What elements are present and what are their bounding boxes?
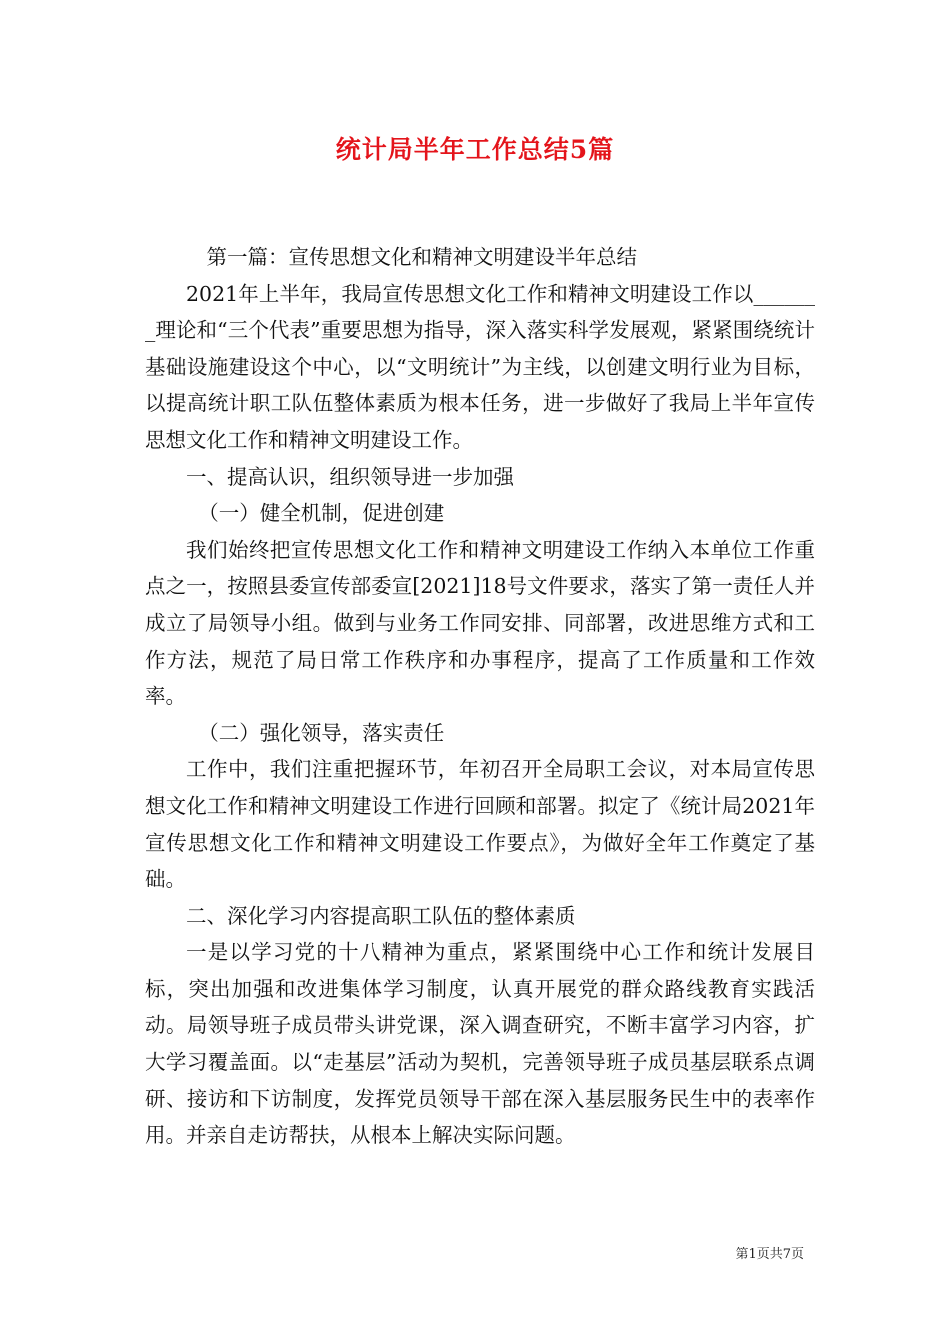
sub-item-heading-1: （一）健全机制，促进创建 [198,501,445,526]
paragraph-mechanism: 我们始终把宣传思想文化工作和精神文明建设工作纳入本单位工作重点之一，按照县委宣传部委宣[2021]18号文件要求，落实了第一责任人并成立了局领导小组。做到与业务工作同安排、同部署，改进思维方式和工作方法，规范了局日常工作秩序和办事程序，提高了工作质量和工作效率。 [145,537,815,709]
document-body [145,239,815,1154]
paragraph-intro: 2021年上半年，我局宣传思想文化工作和精神文明建设工作以_______理论和“三个代表”重要思想为指导，深入落实科学发展观，紧紧围绕统计基础设施建设这个中心，以“文明统计”为主线，以创建文明行业为目标，以提高统计职工队伍整体素质为根本任务，进一步做好了我局上半年宣传思想文化工作和精神文明建设工作。 [145,281,815,452]
section-heading: 第一篇：宣传思想文化和精神文明建设半年总结 [206,245,637,269]
page-number: 第1页共7页 [735,1247,804,1262]
document-title: 统计局半年工作总结5篇 [335,135,615,164]
paragraph-leadership: 工作中，我们注重把握环节，年初召开全局职工会议，对本局宣传思想文化工作和精神文明建设工作进行回顾和部署。拟定了《统计局2021年宣传思想文化工作和精神文明建设工作要点》，为做好全年工作奠定了基础。 [145,757,815,892]
sub-item-heading-2: （二）强化领导，落实责任 [198,720,445,745]
subsection-heading-2: 二、深化学习内容提高职工队伍的整体素质 [186,903,576,928]
subsection-heading-1: 一、提高认识，组织领导进一步加强 [186,464,514,489]
paragraph-study: 一是以学习党的十八精神为重点，紧紧围绕中心工作和统计发展目标，突出加强和改进集体学习制度，认真开展党的群众路线教育实践活动。局领导班子成员带头讲党课，深入调查研究，不断丰富学习内容，扩大学习覆盖面。以“走基层”活动为契机，完善领导班子成员基层联系点调研、接访和下访制度，发挥党员领导干部在深入基层服务民生中的表率作用。并亲自走访帮扶，从根本上解决实际问题。 [145,940,815,1148]
